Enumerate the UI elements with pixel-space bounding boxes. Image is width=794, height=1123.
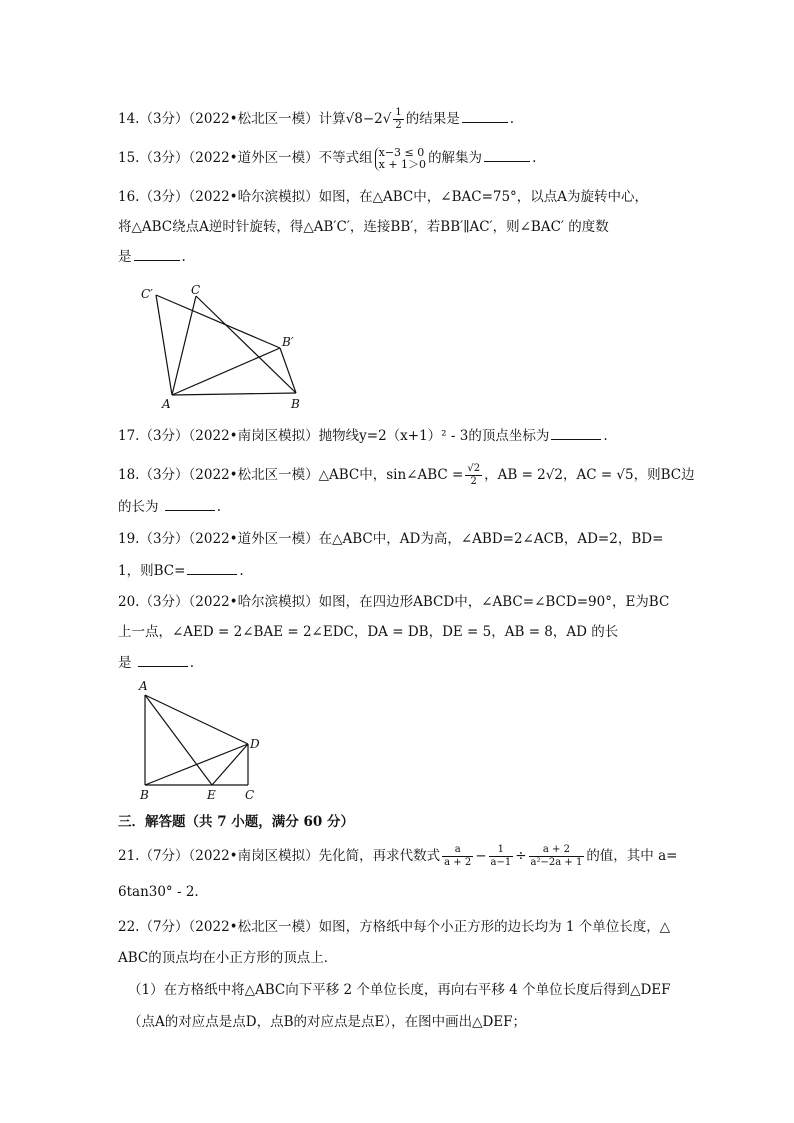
answer-blank[interactable] xyxy=(551,425,601,440)
question-19-line1: 19.（3分）（2022•道外区一模）在△ABC中，AD为高，∠ABD=2∠ACB，AD=2，BD= xyxy=(118,531,664,547)
label-a: A xyxy=(139,679,148,693)
question-19-line2: 1，则BC= . xyxy=(118,556,680,586)
question-17: 17.（3分）（2022•南岗区模拟）抛物线y=2（x+1）² - 3的顶点坐标为 . xyxy=(118,421,680,451)
answer-blank[interactable] xyxy=(187,560,237,575)
question-22-line1: 22.（7分）（2022•松北区一模）如图，方格纸中每个小正方形的边长均为 1 个单位长度，△ xyxy=(118,919,671,935)
question-20-line3: 是 . xyxy=(118,648,680,678)
q15-suffix: 的解集为 xyxy=(428,150,483,166)
fraction-2: $\frac{1}{a-1}$ xyxy=(490,844,512,868)
question-14: 14.（3分）（2022•松北区一模）计算√8−2√ $\frac{1}{2}$ 的结果是 . xyxy=(118,107,515,131)
question-22-part1-line1: （1）在方格纸中将△ABC向下平移 2 个单位长度，再向右平移 4 个单位长度后得到△DEF xyxy=(128,982,671,998)
fraction-3: $\frac{a + 2}{\text{a²−2a + 1}}$ xyxy=(530,844,583,868)
answer-blank[interactable] xyxy=(165,496,215,511)
question-20-line2: 上一点，∠AED = 2∠BAE = 2∠EDC，DA = DB，DE = 5，AB = 8，AD 的长 xyxy=(118,624,619,640)
question-15: 15.（3分）（2022•道外区一模）不等式组 x−3 ≤ 0 x + 1＞0 的解集为 . xyxy=(118,145,537,171)
question-18-line2: 的长为 . xyxy=(118,492,680,522)
question-16-line1: 16.（3分）（2022•哈尔滨模拟）如图，在△ABC中，∠BAC=75°，以点A为旋转中心， xyxy=(118,189,649,205)
question-16-line3: 是 . xyxy=(118,242,680,272)
label-e: E xyxy=(207,788,216,802)
q14-prefix: 14.（3分）（2022•松北区一模）计算√8 xyxy=(118,111,363,127)
label-c-prime: C′ xyxy=(141,287,153,301)
label-b: B xyxy=(140,788,149,802)
sqrt-icon: √ xyxy=(382,111,392,127)
q14-fraction: $\frac{1}{2}$ xyxy=(395,107,402,131)
question-22-part1-line2: （点A的对应点是点D，点B的对应点是点E），在图中画出△DEF； xyxy=(128,1014,527,1030)
q20-figure xyxy=(135,678,275,803)
label-c: C xyxy=(191,283,201,297)
question-20-line1: 20.（3分）（2022•哈尔滨模拟）如图，在四边形ABCD中，∠ABC=∠BCD=90°，E为BC xyxy=(118,594,670,610)
question-21-line2: 6tan30° - 2. xyxy=(118,884,199,900)
question-22-line2: ABC的顶点均在小正方形的顶点上． xyxy=(118,950,338,966)
label-b: B xyxy=(291,397,300,411)
q14-mid: −2 xyxy=(362,111,383,127)
question-18: 18.（3分）（2022•松北区一模）△ABC中，sin∠ABC = $\frac{√2}{2}$ ，AB = 2√2，AC = √5，则BC边 xyxy=(118,463,695,487)
question-21: 21.（7分）（2022•南岗区模拟）先化简，再求代数式 $\frac{a}{a + 2}$ − $\frac{1}{a-1}$ ÷ $\frac{a + 2}{\text{a²−2a + 1}}$ 的值，其中 a= xyxy=(118,844,678,868)
label-d: D xyxy=(250,737,260,751)
question-16-line2: 将△ABC绕点A逆时针旋转，得△AB′C′，连接BB′，若BB′∥AC′，则∠BAC′ 的度数 xyxy=(118,219,609,235)
q15-prefix: 15.（3分）（2022•道外区一模）不等式组 xyxy=(118,150,373,166)
label-a: A xyxy=(162,397,171,411)
answer-blank[interactable] xyxy=(484,147,530,162)
q16-figure xyxy=(135,280,310,415)
answer-blank[interactable] xyxy=(462,108,508,123)
label-b-prime: B′ xyxy=(282,335,294,349)
answer-blank[interactable] xyxy=(138,652,188,667)
inequality-system: x−3 ≤ 0 x + 1＞0 xyxy=(375,147,426,171)
q18-fraction: $\frac{√2}{2}$ xyxy=(467,463,481,487)
label-c: C xyxy=(245,788,255,802)
section-title: 三．解答题（共 7 小题，满分 60 分） xyxy=(118,814,354,830)
q14-suffix: 的结果是 xyxy=(405,111,460,127)
answer-blank[interactable] xyxy=(134,246,180,261)
fraction-1: $\frac{a}{a + 2}$ xyxy=(444,844,472,868)
